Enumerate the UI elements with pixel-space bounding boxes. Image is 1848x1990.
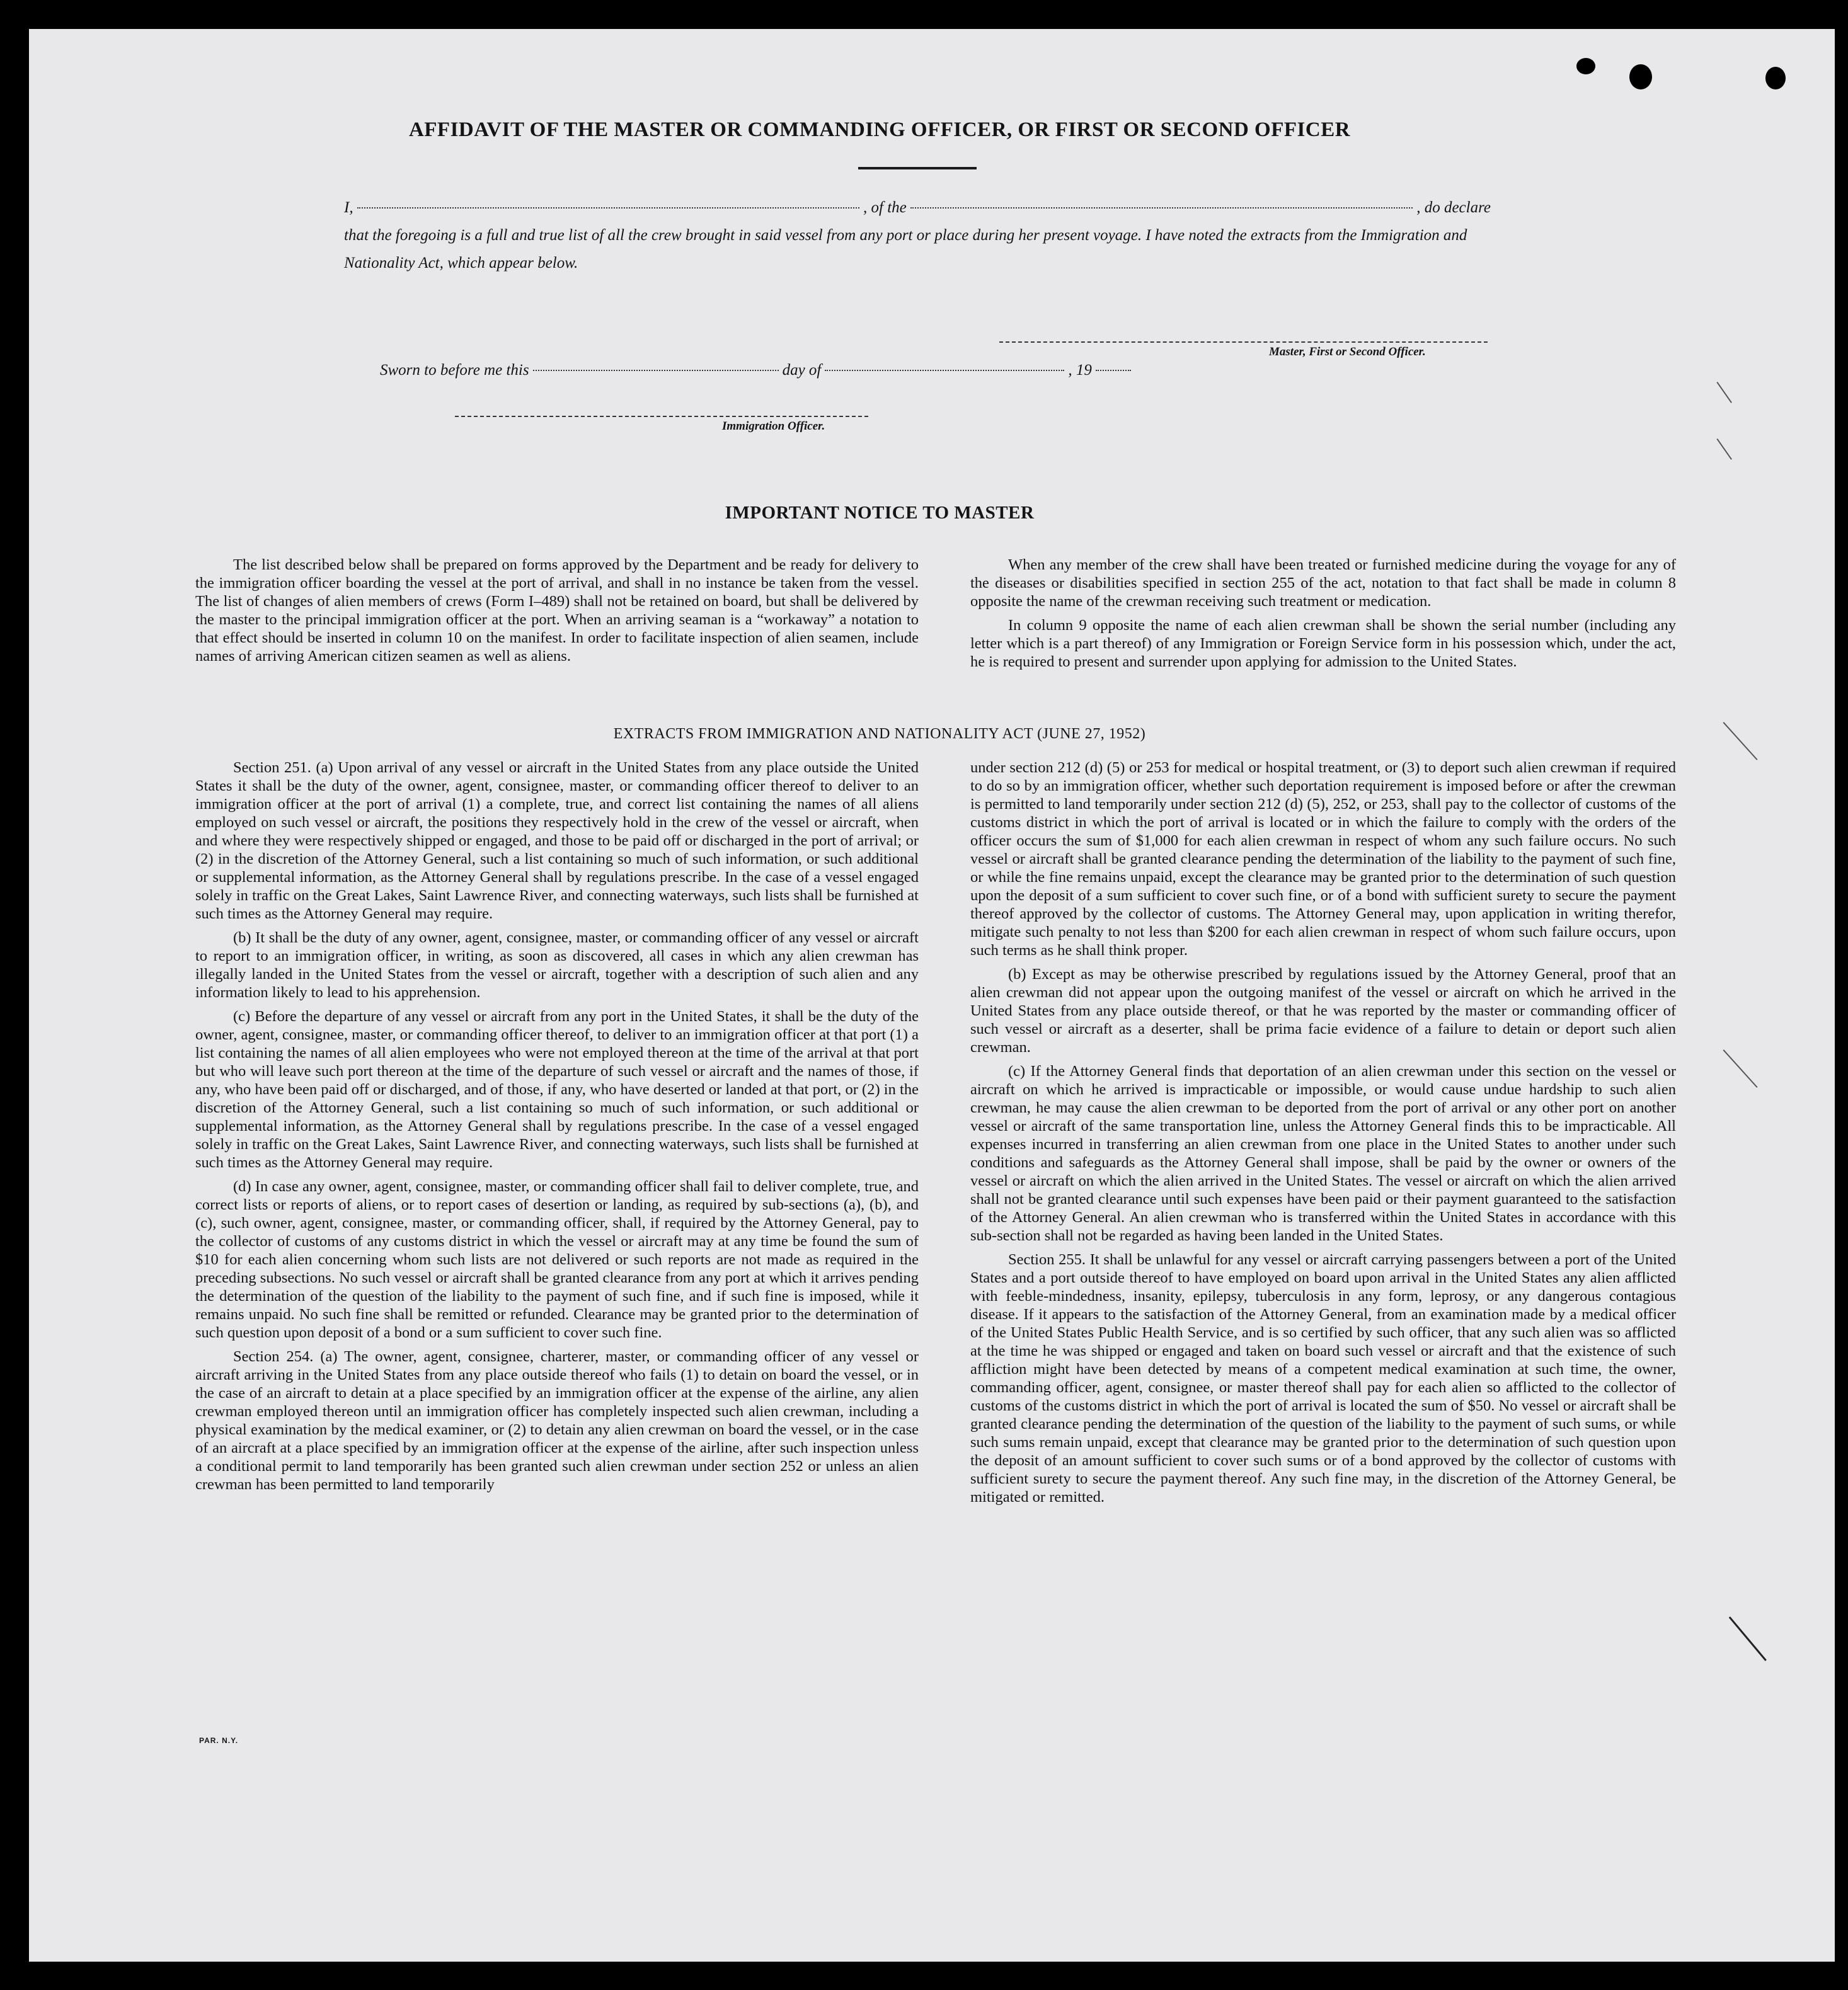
sworn-month-blank[interactable] xyxy=(825,370,1064,371)
printer-mark: PAR. N.Y. xyxy=(199,1736,239,1745)
officer-signature-line[interactable] xyxy=(455,416,868,417)
section-251-a: Section 251. (a) Upon arrival of any vessel or aircraft in the United States from any place outside the United States it shall be the duty of the owner, agent, consignee, master, or commanding officer thereof to deliver to an immigration officer at the port of arrival (1) a complete, true, and correct list containing the names of all aliens employed on such vessel or aircraft, the positions they respectively hold in the crew of the vessel or aircraft, when and where they were respectively shipped or engaged, and those to be paid off or discharged in the port of arrival; or (2) in the discretion of the Attorney General, such a list containing so much of such information, or such additional or supplemental information, as the Attorney General shall by regulations prescribe. In the case of a vessel engaged solely in traffic on the Great Lakes, Saint Lawrence River, and connecting waterways, such lists shall be furnished at such times as the Attorney General may require. xyxy=(195,759,919,922)
declaration-do-declare: , do declare xyxy=(1416,199,1491,216)
margin-mark xyxy=(1716,438,1732,460)
declaration-statement: that the foregoing is a full and true list of all the crew brought in said vessel from any port or place during her present voyage. I have noted the extracts from the Immigration and Nationality Act, which appear below. xyxy=(344,227,1467,272)
margin-mark xyxy=(1729,1616,1767,1661)
notice-right-column xyxy=(970,556,1676,677)
section-251-c: (c) Before the departure of any vessel or aircraft from any port in the United States, it shall be the duty of the owner, agent, consignee, master, or commanding officer thereof, to deliver to an immigration officer at that port (1) a list containing the names of all alien employees who were not employed thereon at the time of the arrival at that port but who will leave such port thereon at the time of the departure of such vessel or aircraft and the names of those, if any, who have been paid off or discharged, and of those, if any, who have deserted or landed at that port, or (2) in the discretion of the Attorney General, such a list containing so much of such information, or such additional or supplemental information, as the Attorney General shall by regulations prescribe. In the case of a vessel engaged solely in traffic on the Great Lakes, Saint Lawrence River, and connecting waterways, such lists shall be furnished at such times as the Attorney General may require. xyxy=(195,1008,919,1171)
day-of-text: day of xyxy=(782,362,822,379)
declaration-of-the: , of the xyxy=(863,199,907,216)
name-blank[interactable] xyxy=(357,207,859,209)
section-251-b: (b) It shall be the duty of any owner, agent, consignee, master, or commanding officer of any vessel or aircraft to report to an immigration officer, in writing, as soon as discovered, all cases in which any alien crewman has illegally landed in the United States from the vessel or aircraft, together with a description of such alien and any information likely to lead to his apprehension. xyxy=(195,929,919,1001)
section-254-a-continued: under section 212 (d) (5) or 253 for medical or hospital treatment, or (3) to deport such alien crewman if required to do so by an immigration officer, whether such deportation requirement is imposed before or after the crewman is permitted to land temporarily under section 212 (d) (5), 252, or 253, shall pay to the collector of customs of the customs district in which the port of arrival is located or in which the failure to comply with the orders of the officer occurs the sum of $1,000 for each alien crewman in respect of whom any such failure occurs. No such vessel or aircraft shall be granted clearance pending the determination of the liability to the payment of such fine, or while the fine remains unpaid, except the clearance may be granted prior to the determination of such question upon the deposit of a sum sufficient to cover such fine, or of a bond with sufficient surety to secure the payment thereof approved by the collector of customs. The Attorney General may, upon application in writing therefor, mitigate such penalty to not less than $200 for each alien crewman in respect of whom such failure occurs, upon such terms as he shall think proper. xyxy=(970,759,1676,959)
section-254-a: Section 254. (a) The owner, agent, consignee, charterer, master, or commanding officer of any vessel or aircraft arriving in the United States from any place outside thereof who fails (1) to detain on board the vessel, or in the case of an aircraft to detain at a place specified by an immigration officer at the expense of the airline, any alien crewman employed thereon until an immigration officer has completely inspected such alien crewman, including a physical examination by the medical examiner, or (2) to detain any alien crewman on board the vessel, or in the case of an aircraft at a place specified by an immigration officer at the expense of the airline, after such inspection unless a conditional permit to land temporarily has been granted such alien crewman under section 252 or unless an alien crewman has been permitted to land temporarily xyxy=(195,1348,919,1493)
sworn-line xyxy=(380,362,1249,379)
document-page xyxy=(29,29,1835,1962)
punch-hole-2 xyxy=(1629,64,1652,89)
extracts-right-column xyxy=(970,758,1676,1512)
sworn-day-blank[interactable] xyxy=(533,370,779,371)
extracts-left-column xyxy=(195,758,919,1499)
punch-hole-1 xyxy=(1576,58,1595,74)
extracts-title: EXTRACTS FROM IMMIGRATION AND NATIONALITY ACT (JUNE 27, 1952) xyxy=(613,726,1146,742)
section-251-d: (d) In case any owner, agent, consignee, master, or commanding officer shall fail to deliver complete, true, and correct lists or reports of aliens, or to report cases of desertion or landing, as required by sub-sections (a), (b), and (c), such owner, agent, consignee, master, or commanding officer, shall, if required by the Attorney General, pay to the collector of customs of any customs district in which the vessel or aircraft may at any time be found the sum of $10 for each alien concerning whom such lists are not delivered or such reports are not made as required in the preceding subsections. No such vessel or aircraft shall be granted clearance from any port at which it arrives pending the determination of the question of the liability to the payment of such fine, and if such fine is imposed, while it remains unpaid. No such fine shall be remitted or refunded. Clearance may be granted prior to the determination of such question upon deposit of a bond or a sum sufficient to cover such fine. xyxy=(195,1178,919,1341)
year-prefix: , 19 xyxy=(1068,362,1092,379)
margin-mark xyxy=(1723,1049,1758,1088)
notice-paragraph: When any member of the crew shall have been treated or furnished medicine during the voyage for any of the diseases or disabilities specified in section 255 of the act, notation to that fact shall be made in column 8 opposite the name of the crewman receiving such treatment or medication. xyxy=(970,556,1676,610)
declaration-i: I, xyxy=(344,199,353,216)
affidavit-title: AFFIDAVIT OF THE MASTER OR COMMANDING OFFICER, OR FIRST OR SECOND OFFICER xyxy=(408,118,1351,141)
title-divider xyxy=(858,167,977,169)
section-254-c: (c) If the Attorney General finds that deportation of an alien crewman under this section on the vessel or aircraft on which he arrived is impracticable or impossible, or would cause undue hardship to such alien crewman, he may cause the alien crewman to be deported from the port of arrival or any other port on another vessel or aircraft of the same transportation line, unless the Attorney General finds this to be impracticable. All expenses incurred in transferring an alien crewman from one place in the United States to another under such conditions and safeguards as the Attorney General shall impose, shall be paid by the owner or owners of the vessel or aircraft on which the alien arrived in the United States. The vessel or aircraft on which the alien arrived shall not be granted clearance until such expenses have been paid or their payment guaranteed to the satisfaction of the Attorney General. An alien crewman who is transferred within the United States in accordance with this sub-section shall not be regarded as having been landed in the United States. xyxy=(970,1063,1676,1244)
master-signature-line[interactable] xyxy=(999,341,1488,343)
notice-paragraph: In column 9 opposite the name of each alien crewman shall be shown the serial number (including any letter which is a part thereof) of any Immigration or Foreign Service form in his possession which, under the act, he is required to present and surrender upon applying for admission to the United States. xyxy=(970,617,1676,670)
punch-hole-3 xyxy=(1765,67,1786,89)
notice-left-column xyxy=(195,556,919,671)
section-254-b: (b) Except as may be otherwise prescribed by regulations issued by the Attorney General, proof that an alien crewman did not appear upon the outgoing manifest of the vessel or aircraft on which he arrived in the United States from any place outside thereof, or that he was reported by the master or commanding officer of such vessel or aircraft as a deserter, shall be prima facie evidence of a failure to detain or deport such alien crewman. xyxy=(970,966,1676,1056)
notice-paragraph: The list described below shall be prepared on forms approved by the Department and be ready for delivery to the immigration officer boarding the vessel at the port of arrival, and shall in no instance be taken from the vessel. The list of changes of alien members of crews (Form I–489) shall not be retained on board, but shall be delivered by the master to the principal immigration officer at the port. When an arriving seaman is a “workaway” a notation to that effect should be inserted in column 10 on the manifest. In order to facilitate inspection of alien seamen, include names of arriving American citizen seamen as well as aliens. xyxy=(195,556,919,665)
notice-title: IMPORTANT NOTICE TO MASTER xyxy=(725,503,1035,523)
sworn-text: Sworn to before me this xyxy=(380,362,529,379)
master-signature-label: Master, First or Second Officer. xyxy=(1269,345,1426,358)
officer-signature-label: Immigration Officer. xyxy=(722,420,825,433)
sworn-year-blank[interactable] xyxy=(1096,370,1131,371)
margin-mark xyxy=(1716,382,1732,403)
section-255: Section 255. It shall be unlawful for any vessel or aircraft carrying passengers between a port of the United States and a port outside thereof to have employed on board upon arrival in the United States any alien afflicted with feeble-mindedness, insanity, epilepsy, tuberculosis in any form, leprosy, or any dangerous contagious disease. If it appears to the satisfaction of the Attorney General, from an examination made by a medical officer of the United States Public Health Service, and is so certified by such officer, that any such alien was so afflicted at the time he was shipped or engaged and taken on board such vessel or aircraft and that the existence of such affliction might have been detected by means of a competent medical examination at such time, the owner, commanding officer, agent, consignee, or master thereof shall pay for each alien so afflicted to the collector of customs of the customs district in which the port of arrival is located the sum of $50. No vessel or aircraft shall be granted clearance pending the determination of the question of the liability to the payment of such sums, or while such sums remain unpaid, except that clearance may be granted prior to the determination of such question upon the deposit of an amount sufficient to cover such sums or of a bond approved by the collector of customs with sufficient surety to secure the payment thereof. Any such fine may, in the discretion of the Attorney General, be mitigated or remitted. xyxy=(970,1251,1676,1506)
vessel-blank[interactable] xyxy=(910,207,1413,209)
declaration-block xyxy=(344,194,1491,277)
